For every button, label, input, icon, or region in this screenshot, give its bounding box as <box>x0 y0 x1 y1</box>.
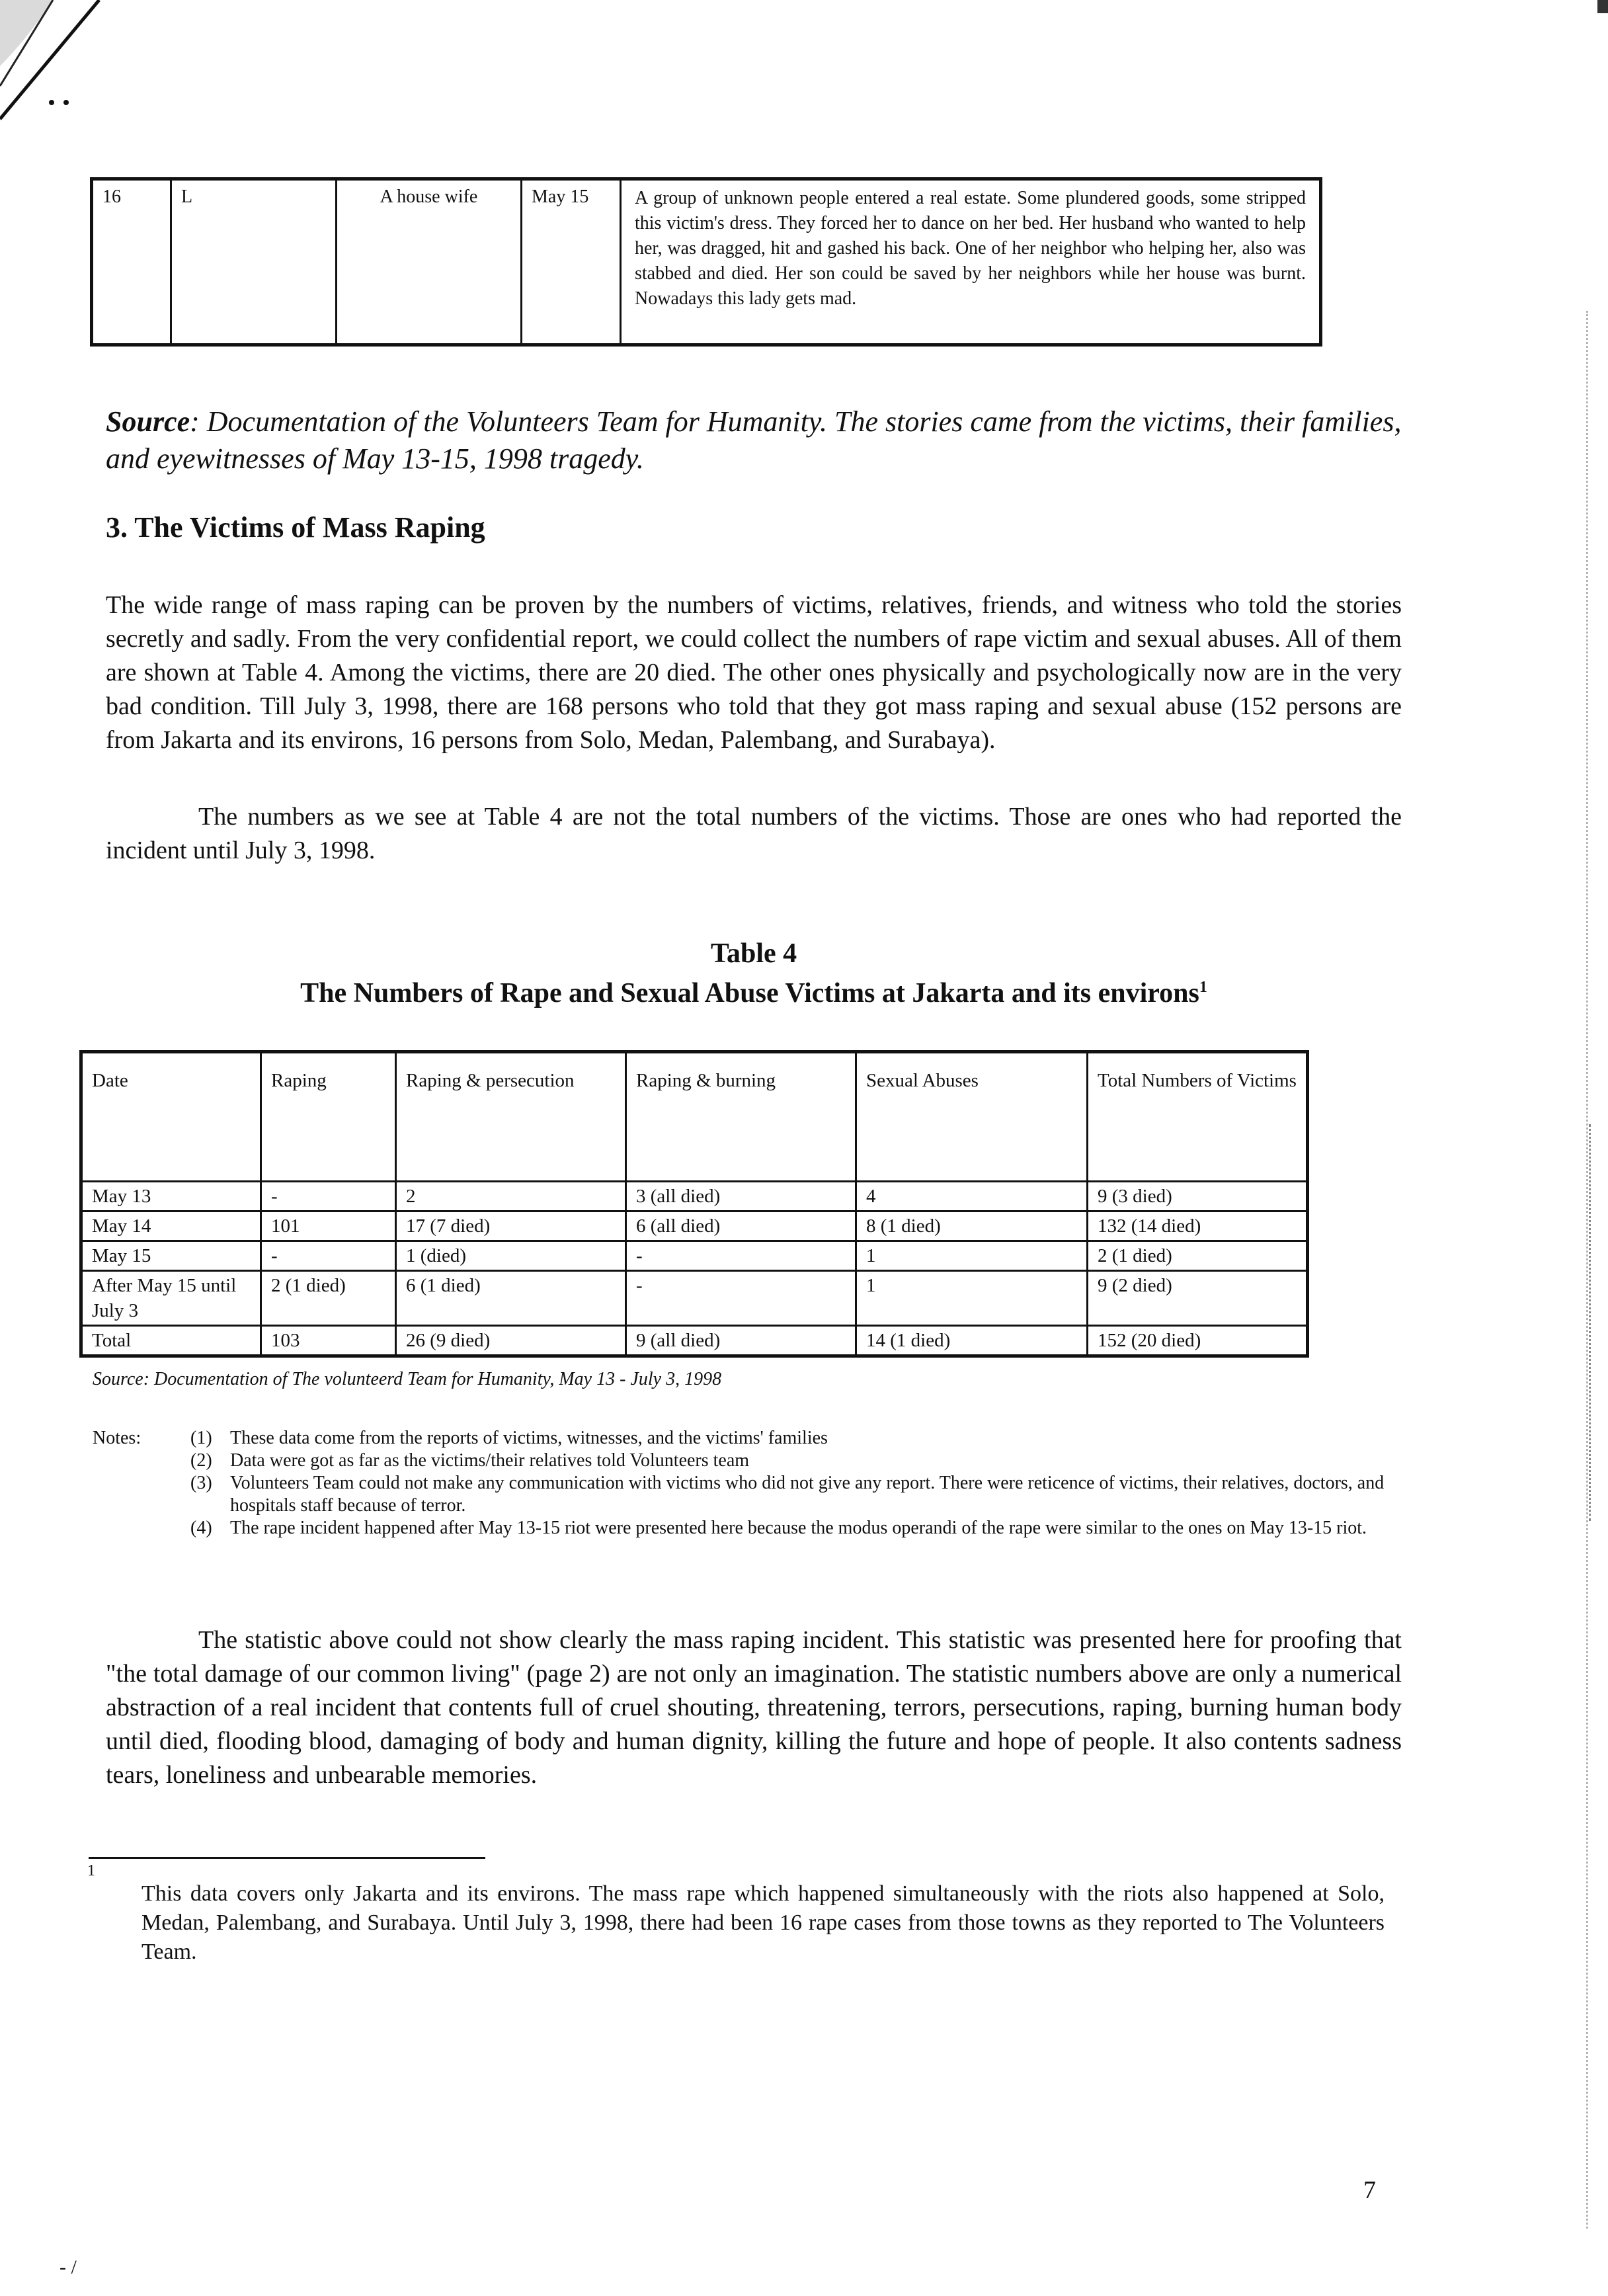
table-cell: 3 (all died) <box>626 1182 856 1211</box>
notes-block <box>93 1427 1402 1539</box>
column-header: Raping & persecution <box>396 1052 626 1182</box>
note-text: Data were got as far as the victims/their relatives told Volunteers team <box>230 1450 750 1471</box>
footnote-divider <box>89 1857 485 1859</box>
table-cell: 9 (3 died) <box>1088 1182 1308 1211</box>
table-row <box>92 179 1321 345</box>
table-row-total <box>81 1326 1308 1356</box>
victim-initial: L <box>171 179 337 345</box>
rape-victims-table <box>79 1050 1309 1358</box>
note-item <box>190 1427 1402 1450</box>
column-header: Total Numbers of Victims <box>1088 1052 1308 1182</box>
note-number: (4) <box>190 1518 212 1538</box>
note-number: (1) <box>190 1428 212 1448</box>
footnote-ref: 1 <box>1199 979 1207 996</box>
table-row <box>81 1241 1308 1271</box>
table-cell: May 13 <box>81 1182 261 1211</box>
footnote-text: This data covers only Jakarta and its environs. The mass rape which happened simultaneously with the riots also happened at Solo, Medan, Palembang, and Surabaya. Until July 3, 1998, there had been 16 rape cases from those towns as they reported to The Volunteers Team. <box>141 1881 1385 1964</box>
incident-date: May 15 <box>522 179 621 345</box>
table-cell: - <box>261 1182 396 1211</box>
notes-list <box>93 1427 1402 1539</box>
table-row <box>81 1182 1308 1211</box>
source-label: Source <box>106 405 190 438</box>
table-cell: 14 (1 died) <box>856 1326 1088 1356</box>
table-cell: 9 (2 died) <box>1088 1271 1308 1326</box>
note-item <box>190 1517 1402 1539</box>
note-number: (3) <box>190 1473 212 1493</box>
note-text: These data come from the reports of victims, witnesses, and the victims' families <box>230 1428 828 1448</box>
victim-story: A group of unknown people entered a real estate. Some plundered goods, some stripped this victim's dress. They forced her to dance on her bed. Her husband who wanted to help her, was dragged, hit and gashed his back. One of her neighbor who helping her, also was stabbed and died. Her son could be saved by her neighbors while her house was burnt. Nowadays this lady gets mad. <box>621 179 1321 345</box>
table-cell: 26 (9 died) <box>396 1326 626 1356</box>
section-heading: 3. The Victims of Mass Raping <box>106 511 485 544</box>
table-cell: Total <box>81 1326 261 1356</box>
table-cell: 1 <box>856 1241 1088 1271</box>
column-header: Date <box>81 1052 261 1182</box>
table-cell: 2 (1 died) <box>1088 1241 1308 1271</box>
table-title-text: The Numbers of Rape and Sexual Abuse Victims at Jakarta and its environs <box>300 978 1199 1008</box>
table-row <box>81 1211 1308 1241</box>
table-cell: 17 (7 died) <box>396 1211 626 1241</box>
scan-corner-mark <box>0 0 112 126</box>
table-cell: 101 <box>261 1211 396 1241</box>
page-number: 7 <box>1363 2176 1376 2204</box>
footnote-mark: 1 <box>87 1862 95 1879</box>
column-header: Raping <box>261 1052 396 1182</box>
table-cell: After May 15 until July 3 <box>81 1271 261 1326</box>
table-cell: 4 <box>856 1182 1088 1211</box>
note-item <box>190 1450 1402 1472</box>
table-row <box>81 1271 1308 1326</box>
column-header: Sexual Abuses <box>856 1052 1088 1182</box>
table-cell: - <box>261 1241 396 1271</box>
scan-mark: - / <box>60 2256 77 2278</box>
table-cell: 1 <box>856 1271 1088 1326</box>
note-number: (2) <box>190 1450 212 1471</box>
note-item <box>190 1472 1402 1517</box>
table-cell: May 15 <box>81 1241 261 1271</box>
column-header: Raping & burning <box>626 1052 856 1182</box>
note-text: The rape incident happened after May 13-15 riot were presented here because the modus operandi of the rape were similar to the ones on May 13-15 riot. <box>230 1518 1367 1538</box>
table-cell: 2 (1 died) <box>261 1271 396 1326</box>
table-cell: 132 (14 died) <box>1088 1211 1308 1241</box>
table-cell: 6 (1 died) <box>396 1271 626 1326</box>
table-cell: - <box>626 1241 856 1271</box>
table-cell: 1 (died) <box>396 1241 626 1271</box>
note-text: Volunteers Team could not make any communication with victims who did not give any report. There were reticence of victims, their relatives, doctors, and hospitals staff because of terror. <box>230 1473 1385 1516</box>
table-header-row <box>81 1052 1308 1182</box>
body-paragraph: The wide range of mass raping can be proven by the numbers of victims, relatives, friends, and witness who told the stories secretly and sadly. From the very confidential report, we could collect the numbers of rape victim and sexual abuses. All of them are shown at Table 4. Among the victims, there are 20 died. The other ones physically and psychologically now are in the very bad condition. Till July 3, 1998, there are 168 persons who told that they got mass raping and sexual abuse (152 persons are from Jakarta and its environs, 16 persons from Solo, Medan, Palembang, and Surabaya). <box>106 591 1402 754</box>
scan-mark <box>1597 0 1608 13</box>
body-paragraph: The statistic above could not show clearly the mass raping incident. This statistic was presented here for proofing that "the total damage of our common living" (page 2) are not only an imagination. The statistic numbers above are only a numerical abstraction of a real incident that contents full of cruel shouting, threatening, terrors, persecutions, raping, burning human body until died, flooding blood, damaging of body and human dignity, killing the future and hope of people. It also contents sadness tears, loneliness and unbearable memories. <box>106 1626 1402 1789</box>
table-cell: 2 <box>396 1182 626 1211</box>
source-citation <box>106 403 1402 477</box>
table-cell: 6 (all died) <box>626 1211 856 1241</box>
table-cell: 103 <box>261 1326 396 1356</box>
source-text: : Documentation of the Volunteers Team for Humanity. The stories came from the victims, their families, and eyewitnesses of May 13-15, 1998 tragedy. <box>106 405 1402 475</box>
scan-margin-dots <box>1589 1124 1599 1521</box>
table-cell: 8 (1 died) <box>856 1211 1088 1241</box>
table-cell: 9 (all died) <box>626 1326 856 1356</box>
row-number: 16 <box>92 179 171 345</box>
victim-occupation: A house wife <box>337 179 522 345</box>
table-source: Source: Documentation of The volunteerd Team for Humanity, May 13 - July 3, 1998 <box>93 1369 722 1389</box>
notes-label: Notes: <box>93 1428 141 1448</box>
table-cell: May 14 <box>81 1211 261 1241</box>
table-title <box>106 977 1402 1009</box>
table-cell: 152 (20 died) <box>1088 1326 1308 1356</box>
table-cell: - <box>626 1271 856 1326</box>
table-caption: Table 4 <box>710 938 797 969</box>
victim-story-table <box>90 177 1322 347</box>
body-paragraph: The numbers as we see at Table 4 are not the total numbers of the victims. Those are ones who had reported the incident until July 3, 1998. <box>106 803 1402 864</box>
